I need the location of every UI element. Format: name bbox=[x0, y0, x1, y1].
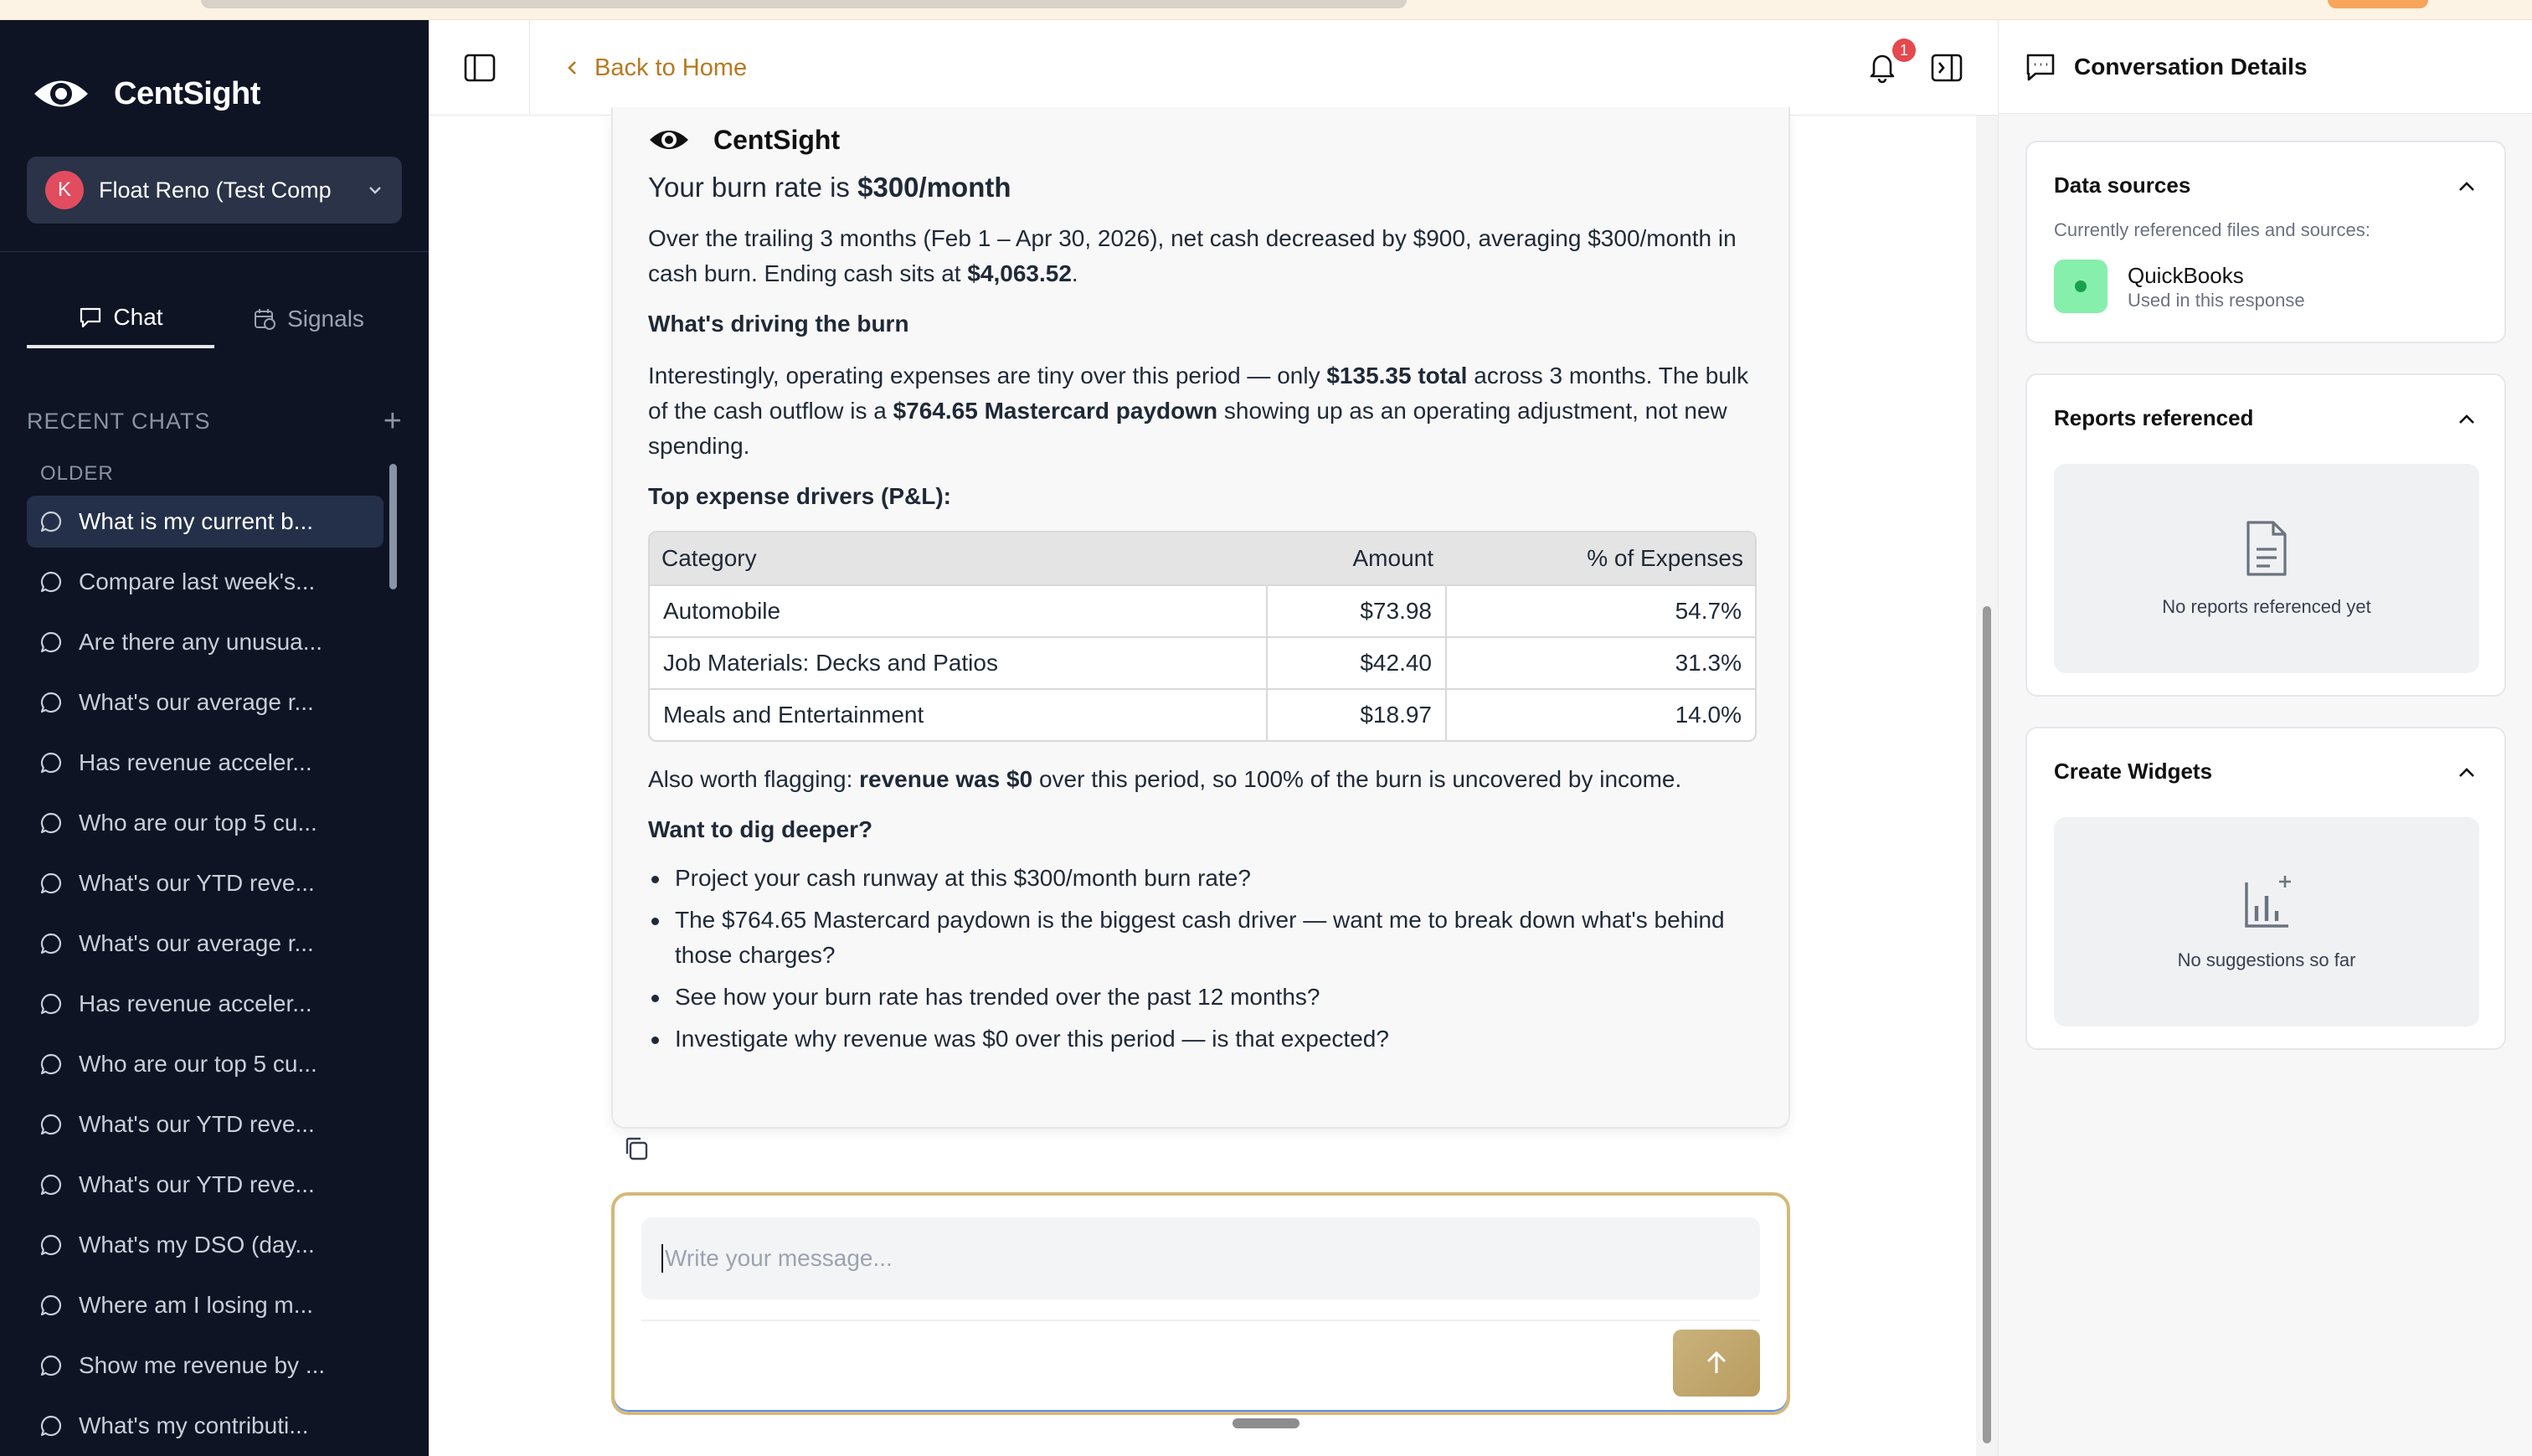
opex-total: $135.35 total bbox=[1326, 363, 1468, 388]
header-divider bbox=[529, 20, 530, 116]
p3-text-a: Also worth flagging: bbox=[648, 766, 860, 792]
company-selector[interactable] bbox=[27, 157, 402, 224]
suggestion-item[interactable]: See how your burn rate has trended over the past 12 months? bbox=[648, 980, 1757, 1015]
table-cell: $73.98 bbox=[1266, 584, 1445, 636]
table-cell: 14.0% bbox=[1445, 688, 1755, 740]
chat-title: Show me revenue by ... bbox=[79, 1352, 326, 1378]
recent-chats-header bbox=[27, 405, 402, 437]
chat-list-item[interactable] bbox=[27, 556, 383, 608]
company-name: Float Reno (Test Comp bbox=[99, 177, 332, 203]
table-row bbox=[650, 636, 1755, 688]
table-row bbox=[650, 584, 1755, 636]
source-name: QuickBooks bbox=[2128, 263, 2244, 288]
chat-list-item[interactable] bbox=[27, 1219, 383, 1271]
message-circle-icon bbox=[39, 871, 64, 896]
message-circle-icon bbox=[39, 1052, 64, 1077]
data-sources-subtitle: Currently referenced files and sources: bbox=[2054, 219, 2370, 240]
summary-paragraph bbox=[648, 221, 1757, 291]
chat-title: Has revenue acceler... bbox=[79, 990, 312, 1016]
source-item bbox=[2054, 260, 2305, 313]
chat-title: What's our average r... bbox=[79, 689, 314, 715]
tab-chat[interactable] bbox=[27, 290, 214, 348]
source-note: Used in this response bbox=[2128, 290, 2305, 311]
chat-list-item[interactable] bbox=[27, 1159, 383, 1211]
author-name: CentSight bbox=[713, 124, 841, 155]
assistant-message-card bbox=[611, 107, 1790, 1129]
brand-name: CentSight bbox=[114, 75, 260, 111]
conversation-details-panel bbox=[1998, 20, 2532, 1456]
eye-logo-icon bbox=[32, 73, 90, 115]
main-scrollbar-thumb[interactable] bbox=[1983, 606, 1991, 1443]
widgets-empty-state bbox=[2054, 817, 2479, 1026]
notification-badge: 1 bbox=[1892, 39, 1916, 62]
eye-logo-icon bbox=[648, 125, 690, 155]
expense-drivers-table bbox=[648, 531, 1757, 742]
message-circle-icon bbox=[39, 690, 64, 715]
p2-text-c: across 3 months. The bulk of the cash outflow is a bbox=[648, 363, 1749, 424]
chat-list-item[interactable] bbox=[27, 857, 383, 909]
table-row bbox=[650, 688, 1755, 740]
drivers-heading: Top expense drivers (P&L): bbox=[648, 483, 952, 509]
message-circle-icon bbox=[39, 1232, 64, 1258]
chat-list-item[interactable] bbox=[27, 1400, 383, 1452]
chat-title: What's our YTD reve... bbox=[79, 1171, 315, 1197]
sidebar-scrollbar[interactable] bbox=[389, 464, 397, 589]
reports-panel bbox=[2025, 373, 2506, 697]
suggestion-list bbox=[648, 861, 1757, 1057]
address-bar bbox=[201, 0, 1407, 8]
calendar-clock-icon bbox=[252, 306, 277, 332]
ending-cash: $4,063.52 bbox=[967, 260, 1072, 286]
chat-title: Where am I losing m... bbox=[79, 1292, 314, 1318]
table-cell: Job Materials: Decks and Patios bbox=[650, 636, 1266, 688]
sidebar bbox=[0, 20, 429, 1456]
chevron-up-icon[interactable] bbox=[2454, 760, 2479, 785]
message-circle-icon bbox=[39, 1353, 64, 1378]
message-placeholder: Write your message... bbox=[665, 1245, 893, 1271]
suggestion-item[interactable]: The $764.65 Mastercard paydown is the biggest cash driver — want me to break down what's behind those charges? bbox=[648, 903, 1757, 973]
data-sources-panel bbox=[2025, 141, 2506, 343]
message-author bbox=[648, 119, 840, 161]
reports-empty-text: No reports referenced yet bbox=[2162, 596, 2371, 617]
sidebar-tabs bbox=[27, 290, 402, 348]
sidebar-divider bbox=[0, 251, 429, 252]
mastercard-paydown: $764.65 Mastercard paydown bbox=[893, 398, 1218, 424]
chat-list-item[interactable] bbox=[27, 737, 383, 789]
chat-icon bbox=[78, 305, 103, 330]
widgets-panel bbox=[2025, 727, 2506, 1050]
p2-text-e: showing up as an operating adjustment, not new spending. bbox=[648, 398, 1727, 459]
message-circle-icon bbox=[39, 1293, 64, 1318]
chat-list-item[interactable] bbox=[27, 978, 383, 1030]
top-pill bbox=[2328, 0, 2428, 8]
copy-icon[interactable] bbox=[621, 1134, 651, 1164]
chart-plus-icon bbox=[2241, 872, 2292, 931]
message-input[interactable] bbox=[641, 1217, 1760, 1299]
arrow-up-icon bbox=[1701, 1348, 1732, 1378]
sidebar-toggle-icon[interactable] bbox=[461, 49, 499, 87]
details-header bbox=[1999, 20, 2532, 114]
headline-prefix: Your burn rate is bbox=[648, 172, 858, 203]
back-to-home-link[interactable] bbox=[563, 49, 747, 87]
message-content bbox=[648, 169, 1757, 1063]
tab-signals[interactable] bbox=[214, 290, 402, 348]
tab-chat-label: Chat bbox=[113, 304, 163, 330]
data-sources-title: Data sources bbox=[2054, 172, 2191, 198]
message-circle-icon bbox=[39, 1112, 64, 1137]
main-scrollbar-track[interactable] bbox=[1976, 116, 1998, 1456]
column-header: Category bbox=[650, 532, 1266, 584]
chat-title: What's our average r... bbox=[79, 930, 314, 956]
chat-list-item[interactable] bbox=[27, 677, 383, 728]
chat-list-item[interactable] bbox=[27, 616, 383, 668]
chat-list-item[interactable] bbox=[27, 496, 383, 548]
chevron-up-icon[interactable] bbox=[2454, 174, 2479, 199]
widgets-title: Create Widgets bbox=[2054, 759, 2213, 784]
table-cell: 54.7% bbox=[1445, 584, 1755, 636]
chevron-up-icon[interactable] bbox=[2454, 407, 2479, 432]
chat-list bbox=[27, 496, 383, 1456]
send-button[interactable] bbox=[1673, 1330, 1760, 1397]
message-circle-icon bbox=[39, 991, 64, 1016]
chat-title: What's our YTD reve... bbox=[79, 870, 315, 896]
chat-main bbox=[429, 116, 1998, 1456]
quickbooks-icon bbox=[2054, 260, 2107, 313]
back-label: Back to Home bbox=[594, 54, 748, 81]
chat-title: What's our YTD reve... bbox=[79, 1111, 315, 1137]
message-circle-icon bbox=[39, 1172, 64, 1197]
driving-paragraph bbox=[648, 358, 1757, 464]
tab-signals-label: Signals bbox=[287, 306, 364, 332]
table-cell: $42.40 bbox=[1266, 636, 1445, 688]
widgets-empty-text: No suggestions so far bbox=[2177, 949, 2356, 970]
revenue-zero: revenue was $0 bbox=[859, 766, 1033, 792]
browser-top-strip bbox=[0, 0, 2532, 20]
resize-handle[interactable] bbox=[1233, 1418, 1299, 1428]
chat-list-item[interactable] bbox=[27, 1340, 383, 1392]
new-chat-plus-icon[interactable]: + bbox=[383, 404, 402, 439]
chat-list-item[interactable] bbox=[27, 918, 383, 970]
table-cell: 31.3% bbox=[1445, 636, 1755, 688]
chevron-down-icon bbox=[367, 182, 383, 198]
chat-list-item[interactable] bbox=[27, 1279, 383, 1331]
column-header: % of Expenses bbox=[1445, 532, 1755, 584]
chat-list-item[interactable] bbox=[27, 797, 383, 849]
suggestion-item[interactable]: Investigate why revenue was $0 over this period — is that expected? bbox=[648, 1021, 1757, 1057]
chat-title: Compare last week's... bbox=[79, 569, 316, 594]
company-avatar: K bbox=[45, 171, 84, 209]
message-circle-icon bbox=[39, 630, 64, 655]
suggestion-item[interactable]: Project your cash runway at this $300/month burn rate? bbox=[648, 861, 1757, 896]
headline-value: $300/month bbox=[857, 172, 1011, 203]
p3-text-c: over this period, so 100% of the burn is uncovered by income. bbox=[1032, 766, 1682, 792]
brand[interactable] bbox=[32, 67, 260, 121]
chat-list-item[interactable] bbox=[27, 1098, 383, 1150]
reports-title: Reports referenced bbox=[2054, 405, 2254, 430]
message-circle-icon bbox=[39, 810, 64, 836]
main-header bbox=[429, 20, 1998, 116]
message-circle-icon bbox=[39, 750, 64, 775]
table-header-row bbox=[650, 532, 1755, 584]
chat-title: What's my contributi... bbox=[79, 1412, 309, 1438]
chat-title: What's my DSO (day... bbox=[79, 1232, 315, 1258]
message-circle-icon bbox=[39, 1413, 64, 1438]
chat-title: Has revenue acceler... bbox=[79, 749, 312, 775]
document-icon bbox=[2241, 519, 2292, 578]
chat-title: Who are our top 5 cu... bbox=[79, 1051, 317, 1077]
p1-text: Over the trailing 3 months (Feb 1 – Apr 30, 2026), net cash decreased by $900, averaging $300/month in cash burn. Ending cash sits at bbox=[648, 225, 1737, 286]
chat-title: Are there any unusua... bbox=[79, 629, 323, 655]
message-circle-icon bbox=[39, 569, 64, 594]
older-group-label: OLDER bbox=[40, 462, 114, 485]
column-header: Amount bbox=[1266, 532, 1445, 584]
message-composer bbox=[611, 1192, 1790, 1415]
p1-end: . bbox=[1071, 260, 1078, 286]
p2-text-a: Interestingly, operating expenses are tiny over this period — only bbox=[648, 363, 1327, 388]
deeper-heading: Want to dig deeper? bbox=[648, 816, 873, 842]
composer-divider bbox=[641, 1320, 1760, 1321]
details-title: Conversation Details bbox=[2074, 53, 2308, 80]
driving-heading: What's driving the burn bbox=[648, 311, 909, 337]
chat-title: What is my current b... bbox=[79, 508, 314, 534]
table-cell: Automobile bbox=[650, 584, 1266, 636]
message-headline bbox=[648, 169, 1757, 206]
message-circle-icon bbox=[39, 931, 64, 956]
message-square-icon bbox=[2024, 50, 2057, 84]
chevron-left-icon bbox=[563, 58, 583, 78]
table-cell: $18.97 bbox=[1266, 688, 1445, 740]
text-caret bbox=[661, 1244, 663, 1273]
message-circle-icon bbox=[39, 509, 64, 534]
reports-empty-state bbox=[2054, 464, 2479, 673]
chat-title: Who are our top 5 cu... bbox=[79, 810, 317, 836]
table-cell: Meals and Entertainment bbox=[650, 688, 1266, 740]
details-panel-toggle-icon[interactable] bbox=[1927, 49, 1966, 87]
chat-list-item[interactable] bbox=[27, 1038, 383, 1090]
recent-chats-label: RECENT CHATS bbox=[27, 408, 211, 434]
revenue-flag-paragraph bbox=[648, 762, 1757, 797]
